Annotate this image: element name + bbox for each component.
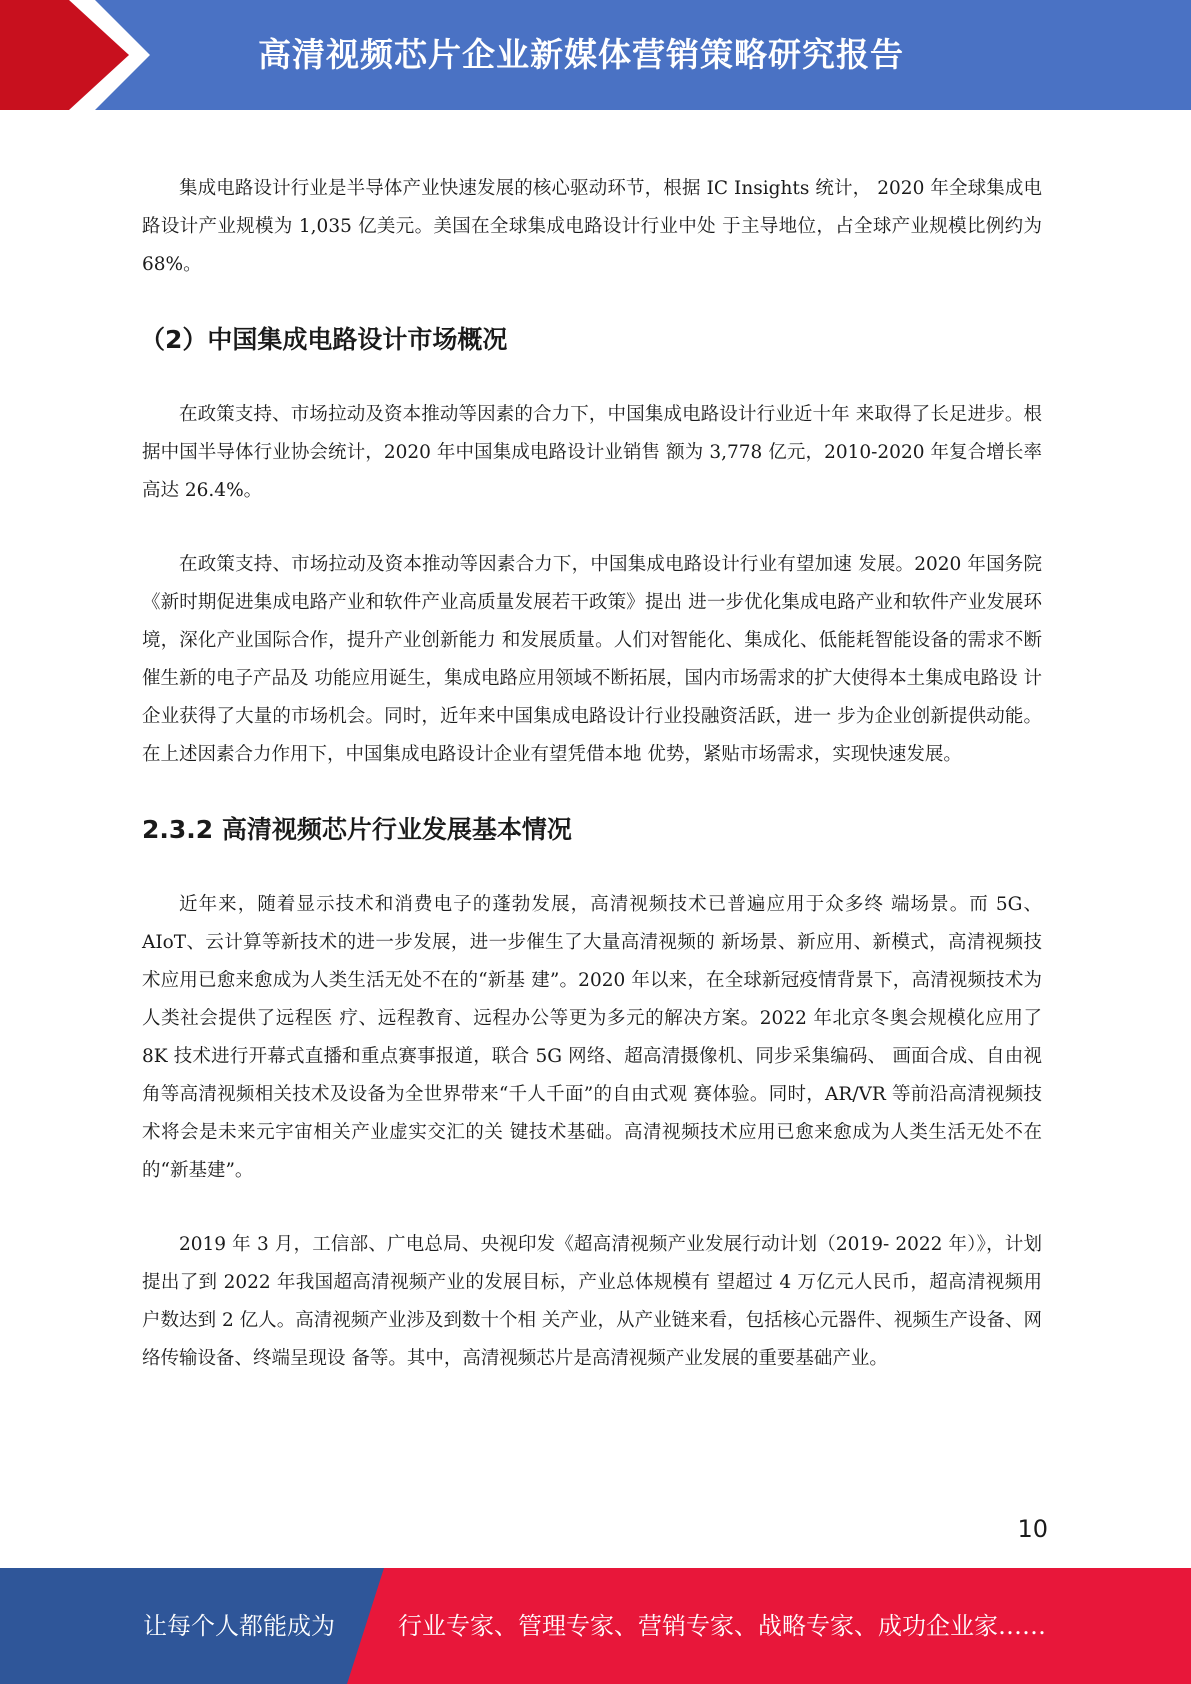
page-header <box>0 0 1191 110</box>
footer-slogan-left: 让每个人都能成为 <box>143 1612 335 1640</box>
chevron-arrow-icon <box>0 0 150 110</box>
section-heading-china-ic-market: （2）中国集成电路设计市场概况 <box>140 325 508 354</box>
report-title: 高清视频芯片企业新媒体营销策略研究报告 <box>258 35 904 74</box>
page-number: 10 <box>1017 1515 1048 1543</box>
paragraph-china-ic-progress: 在政策支持、市场拉动及资本推动等因素的合力下，中国集成电路设计行业近十年 来取得了长足进步。根据中国半导体行业协会统计，2020 年中国集成电路设计业销售 额为 3,778 亿元，2010-2020 年复合增长率高达 26.4%。 <box>142 404 1042 501</box>
page-body <box>142 170 1042 1378</box>
paragraph-ic-design-global: 集成电路设计行业是半导体产业快速发展的核心驱动环节，根据 IC Insights 统计， 2020 年全球集成电路设计产业规模为 1,035 亿美元。美国在全球集成电路设计行业中处 于主导地位，占全球产业规模比例约为 68%。 <box>142 178 1042 275</box>
page-footer <box>0 1568 1191 1684</box>
paragraph-uhd-action-plan: 2019 年 3 月，工信部、广电总局、央视印发《超高清视频产业发展行动计划（2019- 2022 年）》，计划提出了到 2022 年我国超高清视频产业的发展目标，产业总体规模有 望超过 4 万亿元人民币，超高清视频用户数达到 2 亿人。高清视频产业涉及到数十个相 关产业，从产业链来看，包括核心元器件、视频生产设备、网络传输设备、终端呈现设 备等。其中，高清视频芯片是高清视频产业发展的重要基础产业。 <box>142 1234 1042 1369</box>
paragraph-hd-video-tech: 近年来，随着显示技术和消费电子的蓬勃发展，高清视频技术已普遍应用于众多终 端场景。而 5G、AIoT、云计算等新技术的进一步发展，进一步催生了大量高清视频的 新场景、新应用、新模式，高清视频技术应用已愈来愈成为人类生活无处不在的“新基 建”。2020 年以来，在全球新冠疫情背景下，高清视频技术为人类社会提供了远程医 疗、远程教育、远程办公等更为多元的解决方案。2022 年北京冬奥会规模化应用了 8K 技术进行开幕式直播和重点赛事报道，联合 5G 网络、超高清摄像机、同步采集编码、 画面合成、自由视角等高清视频相关技术及设备为全世界带来“千人千面”的自由式观 赛体验。同时，AR/VR 等前沿高清视频技术将会是未来元宇宙相关产业虚实交汇的关 键技术基础。高清视频技术应用已愈来愈成为人类生活无处不在的“新基建”。 <box>142 894 1042 1181</box>
section-heading-hd-video-chip: 2.3.2 高清视频芯片行业发展基本情况 <box>142 815 572 844</box>
footer-slogan-right: 行业专家、管理专家、营销专家、战略专家、成功企业家…… <box>398 1612 1046 1640</box>
paragraph-china-ic-outlook: 在政策支持、市场拉动及资本推动等因素合力下，中国集成电路设计行业有望加速 发展。2020 年国务院《新时期促进集成电路产业和软件产业高质量发展若干政策》提出 进一步优化集成电路产业和软件产业发展环境，深化产业国际合作，提升产业创新能力 和发展质量。人们对智能化、集成化、低能耗智能设备的需求不断催生新的电子产品及 功能应用诞生，集成电路应用领域不断拓展，国内市场需求的扩大使得本土集成电路设 计企业获得了大量的市场机会。同时，近年来中国集成电路设计行业投融资活跃，进一 步为企业创新提供动能。在上述因素合力作用下，中国集成电路设计企业有望凭借本地 优势，紧贴市场需求，实现快速发展。 <box>142 554 1042 765</box>
